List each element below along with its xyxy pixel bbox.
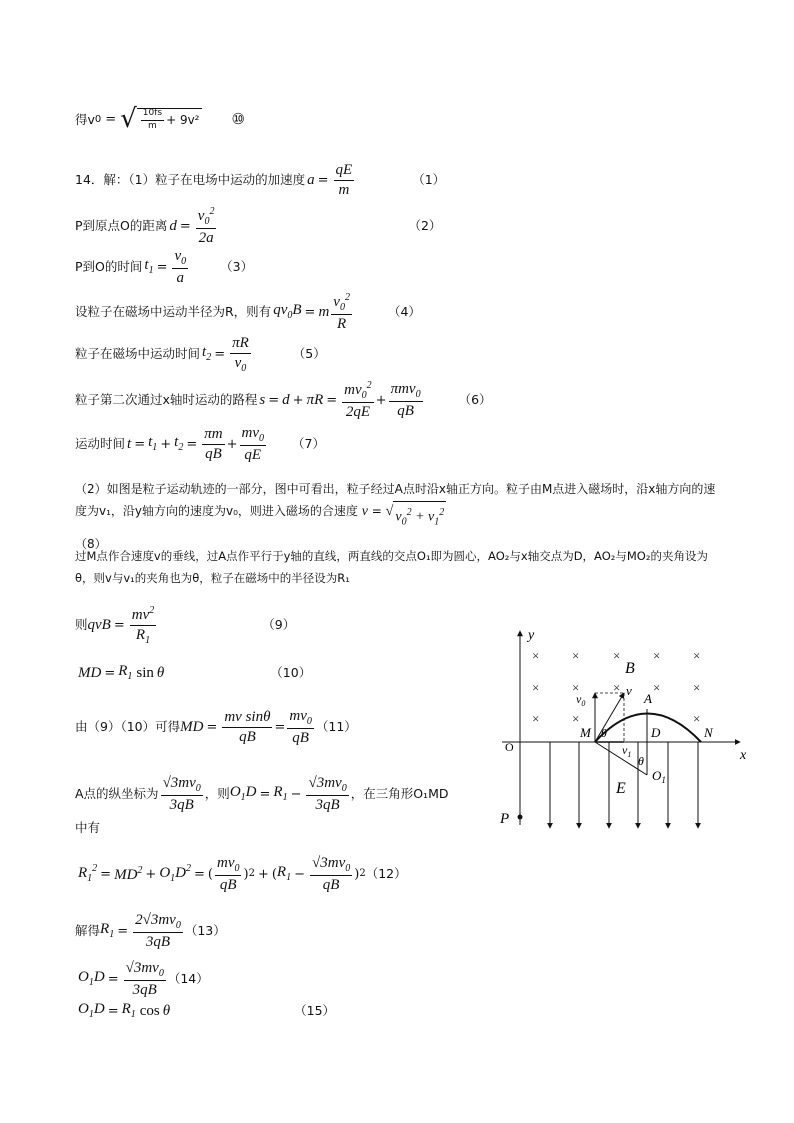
sqrt-rest: + 9v² (166, 113, 200, 128)
sqrt-num: 10fs (141, 109, 164, 121)
svg-text:×: × (693, 680, 701, 695)
eq13-pre: 解得 (75, 923, 101, 938)
eq-zhongyou: 中有 (75, 820, 101, 835)
label-P: P (500, 811, 510, 827)
line-text-2: P到原点O的距离 (75, 218, 168, 233)
eq-tag-2: （2） (408, 218, 442, 233)
theta-at-M: θ (601, 726, 607, 740)
problem-heading: 14．解：（1）粒子在电场中运动的加速度 (75, 171, 306, 187)
eq-tag-11: （11） (315, 719, 357, 734)
eq-tag-10: （10） (270, 664, 312, 680)
label-v1: $v_1$ (622, 743, 632, 759)
magnetic-field-crosses (532, 648, 700, 726)
eq-line-13: 解得 $R_1$ = $\frac{2√3mv_0}{3qB}$ （13） (75, 912, 226, 950)
y-axis-label: y (528, 628, 535, 643)
eq-tag-5: （5） (292, 346, 326, 361)
eq-tag-9: （9） (262, 617, 296, 632)
part2-p1: （2）如图是粒子运动轨迹的一部分，图中可看出，粒子经过A点时沿x轴正方向。粒子由M点进入磁场时，沿x轴方向的速度为v₁，沿y轴方向的速度为v₀，则进入磁场的合速度 (75, 482, 716, 518)
label-D: D (651, 725, 661, 740)
label-N: N (704, 725, 713, 740)
label-v0: $v_0$ (576, 692, 586, 708)
label-v: v (626, 683, 632, 698)
eq-line-9: 则 qvB = $\frac{mv^2}{R_1}$ （9） (75, 605, 296, 646)
eq-line-15: $O_1D$ = $R_1$ cos θ （15） (78, 1001, 336, 1020)
svg-text:×: × (572, 648, 580, 663)
eq9-pre: 则 (75, 617, 88, 632)
svg-text:×: × (693, 648, 701, 663)
eq-line-3: P到O的时间 $t_1$ = $\frac{v_0}{a}$ （3） (75, 248, 254, 286)
circled-ten-label: ⑩ (231, 110, 245, 129)
eq-a-mid: ，则 (204, 786, 230, 801)
eq11-pre: 由（9）（10）可得 (75, 719, 181, 734)
svg-text:×: × (693, 711, 701, 726)
eq-tag-12: （12） (365, 866, 407, 881)
label-O1: $O_1$ (652, 768, 666, 785)
svg-text:×: × (653, 648, 661, 663)
eq-tag-15: （15） (294, 1002, 336, 1018)
part2-p1-tag: （8） (75, 537, 107, 552)
svg-text:×: × (532, 648, 540, 663)
origin-label: O (505, 740, 514, 754)
eq-tag-1: （1） (412, 171, 446, 187)
eq-line-14: $O_1D$ = $\frac{√3mv_0}{3qB}$ （14） (78, 960, 209, 998)
svg-text:×: × (532, 680, 540, 695)
eq-line-5: 粒子在磁场中运动时间 $t_2$ = $\frac{\pi R}{v_0}$ （5） (75, 335, 326, 374)
line-text-5: 粒子在磁场中运动时间 (75, 346, 201, 361)
part2-paragraph: （2）如图是粒子运动轨迹的一部分，图中可看出，粒子经过A点时沿x轴正方向。粒子由M点进入磁场时，沿x轴方向的速度为v₁，沿y轴方向的速度为v₀，则进入磁场的合速度 v = √ $v_0^2 + v_1^2$ （8） (75, 482, 716, 552)
svg-text:×: × (572, 680, 580, 695)
eq-line-1: 14．解：（1）粒子在电场中运动的加速度 a = $\frac{qE}{m}$ （1） (75, 162, 446, 198)
eq-line-7: 运动时间 t = $t_1$ + $t_2$ = $\frac{\pi m}{qB}$ + $\frac{mv_0}{qE}$ （7） (75, 425, 325, 463)
sqrt-expression: √ $\frac{10fs}{m}$ + 9v² (120, 104, 200, 134)
svg-text:×: × (613, 648, 621, 663)
x-axis-label: x (740, 748, 747, 763)
line-text-6: 粒子第二次通过x轴时运动的路程 (75, 392, 258, 407)
theta-at-O1: θ (638, 754, 644, 768)
eq-v0-prefix: 得v (75, 111, 95, 127)
line-text-4: 设粒子在磁场中运动半径为R，则有 (75, 304, 272, 319)
trajectory-figure (492, 625, 762, 835)
eq-tag-3: （3） (220, 259, 254, 274)
sqrt-den: m (148, 120, 157, 131)
eq-tag-14: （14） (167, 971, 209, 986)
eq-line-12: $R_1^2$ = $MD^2$ + $O_1D^2$ = ( $\frac{mv_0}{qB}$ ) 2 + ( $R_1$ − $\frac{√3mv_0}{qB}$ ) 2 （12） (78, 855, 407, 893)
part2-p2: 过M点作合速度v的垂线，过A点作平行于y轴的直线，两直线的交点O₁即为圆心，AO₂与x轴交点为D，AO₂与MO₂的夹角设为θ，则v与v₁的夹角也为θ，粒子在磁场中的半径设为R₁ (75, 549, 708, 585)
svg-text:×: × (532, 711, 540, 726)
eq-line-6: 粒子第二次通过x轴时运动的路程 s = d + πR = $\frac{mv_0^2}{2qE}$ + $\frac{\pi mv_0}{qB}$ （6） (75, 380, 492, 420)
field-label-E: E (616, 780, 626, 797)
trajectory-arc (595, 714, 701, 743)
line-text-3: P到O的时间 (75, 259, 143, 274)
line-text-7: 运动时间 (75, 436, 126, 451)
eq-a-pre: A点的纵坐标为 (75, 786, 159, 801)
eq-line-10: MD = $R_1$ sin θ （10） (78, 663, 312, 682)
eq-line-11: 由（9）（10）可得 MD = $\frac{\text{mv sinθ}}{qB}$ = $\frac{mv_0}{qB}$ （11） (75, 708, 357, 746)
vector-v (595, 693, 624, 742)
svg-text:×: × (613, 680, 621, 695)
eq-line-4: 设粒子在磁场中运动半径为R，则有 $qv_0B$ = m $\frac{v_0^2}{R}$ （4） (75, 292, 421, 332)
eq-line-zhongyou (75, 822, 100, 835)
field-label-B: B (625, 660, 635, 677)
eq-a-post: ，在三角形O₁MD (350, 786, 449, 801)
point-P (518, 815, 523, 820)
eq-v0-result: 得v 0 = √ $\frac{10fs}{m}$ + 9v² ⑩ (75, 104, 245, 134)
eq-tag-6: （6） (458, 392, 492, 407)
eq-tag-7: （7） (292, 436, 325, 451)
eq-line-a-coord: A点的纵坐标为 $\frac{√3mv_0}{3qB}$ ，则 $O_1D$ = $R_1$ − $\frac{√3mv_0}{3qB}$ ，在三角形O₁MD (75, 775, 449, 813)
eq-line-2: P到原点O的距离 d = $\frac{v_0^2}{2a}$ （2） (75, 206, 442, 246)
label-M: M (580, 725, 591, 740)
svg-text:×: × (653, 680, 661, 695)
eq-tag-4: （4） (387, 304, 421, 319)
eq-tag-13: （13） (184, 923, 226, 938)
label-A: A (644, 691, 652, 706)
svg-text:×: × (572, 711, 580, 726)
